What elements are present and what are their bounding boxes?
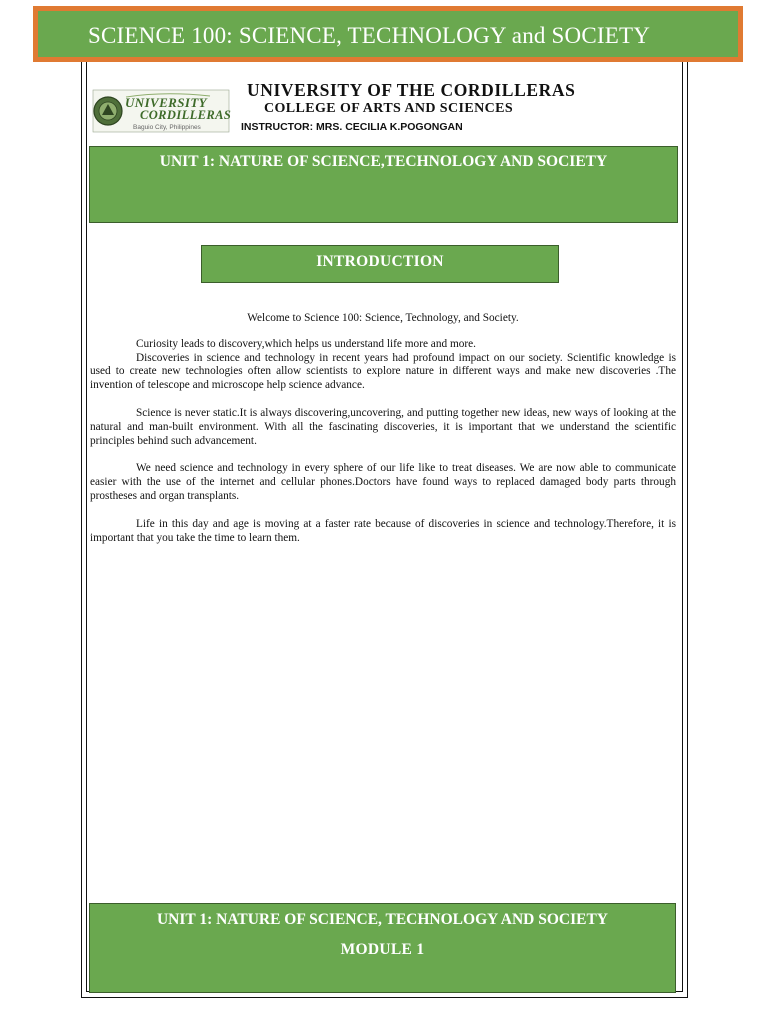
introduction-heading: INTRODUCTION — [316, 253, 444, 270]
university-name: UNIVERSITY OF THE CORDILLERAS — [247, 80, 576, 100]
paragraph-need-science: We need science and technology in every sphere of our life like to treat diseases. We are now able to communicate easier with the use of the internet and cellular phones.Doctors have found ways to replaced damaged body parts through prostheses and organ transplants. — [90, 462, 676, 502]
unit-title-box — [89, 146, 678, 223]
logo-wordmark-top: UNIVERSITY — [125, 95, 208, 110]
logo-location: Baguio City, Philippines — [133, 124, 201, 131]
seal-icon — [94, 97, 122, 125]
paragraph-discoveries: Discoveries in science and technology in recent years had profound impact on our society. Scientific knowledge is used to create new technologies often allow scientists to explore nature in different ways and make new discoveries .The invention of telescope and microscope help science advance. — [90, 351, 676, 392]
instructor-name: INSTRUCTOR: MRS. CECILIA K.POGONGAN — [241, 121, 463, 133]
module-unit-title: UNIT 1: NATURE OF SCIENCE, TECHNOLOGY AND SOCIETY — [156, 911, 608, 928]
course-banner — [33, 6, 743, 62]
introduction-body — [90, 312, 676, 545]
introduction-heading-box — [201, 245, 559, 283]
paragraph-curiosity: Curiosity leads to discovery,which helps us understand life more and more. — [136, 337, 476, 350]
course-title: SCIENCE 100: SCIENCE, TECHNOLOGY and SOCIETY — [88, 23, 651, 48]
paragraph-science-never-static: Science is never static.It is always discovering,uncovering, and putting together new ideas, new ways of looking at the natural and man-built environment. With all the fascinating discoveries, it is important that we understand the scientific principles behind such advancement. — [90, 406, 676, 447]
welcome-line: Welcome to Science 100: Science, Technology, and Society. — [247, 312, 519, 324]
module-label: MODULE 1 — [340, 941, 425, 958]
module-title-box — [89, 903, 676, 993]
logo-wordmark-bottom: CORDILLERAS — [140, 108, 232, 122]
paragraph-life-today: Life in this day and age is moving at a faster rate because of discoveries in science and technology.Therefore, it is important that you take the time to learn them. — [90, 517, 676, 544]
college-name: COLLEGE OF ARTS AND SCIENCES — [264, 101, 514, 116]
unit-title: UNIT 1: NATURE OF SCIENCE,TECHNOLOGY AND SOCIETY — [159, 153, 608, 170]
